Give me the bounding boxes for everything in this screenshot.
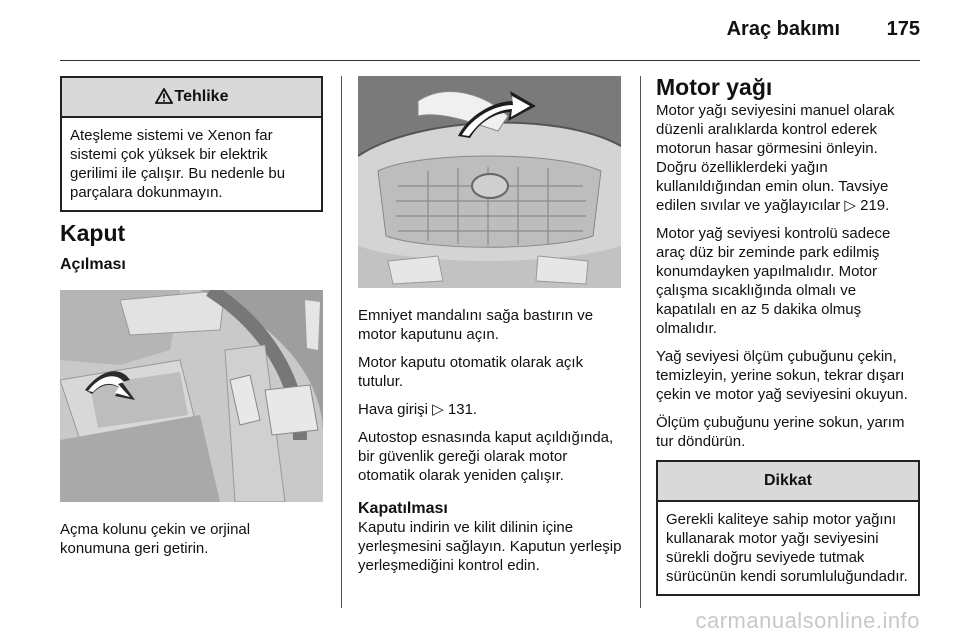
open-hood-illustration: [358, 76, 621, 288]
subheading-opening: Açılması: [60, 256, 126, 273]
page-number: 175: [886, 18, 920, 40]
warning-triangle-icon: [155, 81, 173, 119]
right-column: [656, 76, 920, 596]
notice-box: [656, 460, 920, 596]
warning-box: [60, 76, 323, 212]
notice-text: Gerekli kaliteye sahip motor yağını kullanarak motor yağı seviyesini sürekli doğru seviyede tutmak sürücünün kendi sorumluluğundadır.: [666, 511, 908, 585]
column-divider-2: [640, 76, 641, 608]
column-divider-1: [341, 76, 342, 608]
hood-release-lever-illustration: [60, 290, 323, 502]
para-oil-check-intro: Motor yağı seviyesini manuel olarak düzenli aralıklarda kontrol ederek motorun hasar görmesini önleyin. Doğru özelliklerdeki yağın kullanıldığından emin olun. Tavsiye edilen sıvılar ve yağlayıcılar ▷ 219.: [656, 102, 895, 214]
warning-title: Tehlike: [174, 88, 229, 105]
section-heading-hood: Kaput: [60, 220, 126, 246]
header-section-title: Araç bakımı: [726, 18, 840, 40]
para-dipstick-read: Yağ seviyesi ölçüm çubuğunu çekin, temizleyin, yerine sokun, tekrar dışarı çekin ve motor yağ seviyesini okuyun.: [656, 348, 908, 403]
middle-column: [358, 76, 622, 584]
warning-box-header: [62, 78, 321, 118]
left-column: [60, 76, 323, 567]
para-air-intake-ref: Hava girişi ▷ 131.: [358, 401, 478, 418]
para-close-hood: Kaputu indirin ve kilit dilinin içine yerleşmesini sağlayın. Kaputun yerleşip yerleşmediğini kontrol edin.: [358, 519, 622, 574]
para-press-latch: Emniyet mandalını sağa bastırın ve motor kaputunu açın.: [358, 307, 594, 343]
caption-release-lever: Açma kolunu çekin ve orjinal konumuna geri getirin.: [60, 521, 251, 557]
header-rule: [60, 60, 920, 61]
notice-box-header: Dikkat: [658, 462, 918, 502]
para-hood-held-open: Motor kaputu otomatik olarak açık tutulur.: [358, 354, 584, 390]
para-oil-check-conditions: Motor yağ seviyesi kontrolü sadece araç düz bir zeminde park edilmiş konumdayken yapılmalıdır. Motor çalışma sıcaklığında olmalı ve kapatılalı en az 5 dakika olmuş olmalıdır.: [656, 225, 891, 337]
section-heading-engine-oil: Motor yağı: [656, 74, 773, 100]
para-autostop: Autostop esnasında kaput açıldığında, bir güvenlik gereği olarak motor otomatik olarak yeniden çalışır.: [358, 429, 614, 484]
subheading-closing: Kapatılması: [358, 500, 448, 517]
warning-text: Ateşleme sistemi ve Xenon far sistemi çok yüksek bir elektrik gerilimi ile çalışır. Bu nedenle bu parçalara dokunmayın.: [70, 127, 286, 201]
para-dipstick-insert: Ölçüm çubuğunu yerine sokun, yarım tur döndürün.: [656, 414, 905, 450]
watermark: carmanualsonline.info: [695, 608, 920, 633]
